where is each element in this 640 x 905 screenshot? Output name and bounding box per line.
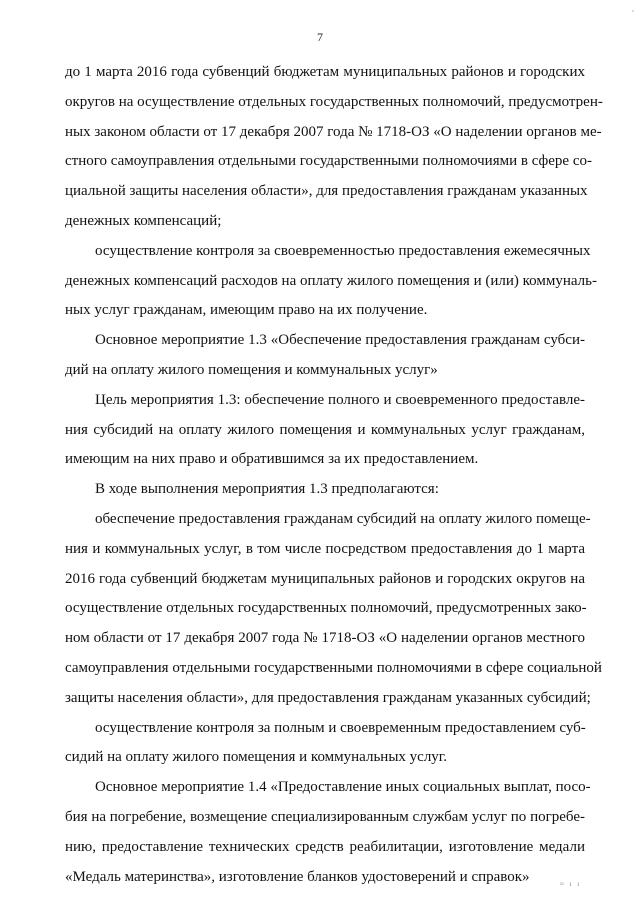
text-line: ния субсидий на оплату жилого помещения и коммунальных услуг гражданам, bbox=[65, 421, 585, 438]
text-line: округов на осуществление отдельных государственных полномочий, предусмотрен- bbox=[65, 93, 603, 110]
text-line: ных законом области от 17 декабря 2007 года № 1718-ОЗ «О наделении органов ме- bbox=[65, 123, 602, 140]
text-line: Основное мероприятие 1.4 «Предоставление иных социальных выплат, посо- bbox=[95, 779, 591, 796]
text-line: В ходе выполнения мероприятия 1.3 предполагаются: bbox=[95, 481, 439, 498]
document-body bbox=[65, 58, 603, 892]
scan-mark: , bbox=[632, 4, 634, 13]
text-line: до 1 марта 2016 года субвенций бюджетам муниципальных районов и городских bbox=[65, 64, 585, 80]
text-line: сидий на оплату жилого помещения и коммунальных услуг. bbox=[65, 749, 448, 766]
text-line: циальной защиты населения области», для предоставления гражданам указанных bbox=[65, 183, 588, 200]
text-line: стного самоуправления отдельными государственными полномочиями в сфере со- bbox=[65, 153, 592, 170]
text-line: ных услуг гражданам, имеющим право на их получение. bbox=[65, 302, 428, 319]
text-line: нию, предоставление технических средств реабилитации, изготовление медали bbox=[65, 838, 585, 855]
text-line: ния и коммунальных услуг, в том числе посредством предоставления до 1 марта bbox=[65, 540, 585, 557]
text-line: «Медаль материнства», изготовление бланков удостоверений и справок» bbox=[65, 868, 530, 885]
text-line: осуществление отдельных государственных полномочий, предусмотренных зако- bbox=[65, 600, 587, 617]
text-line: 2016 года субвенций бюджетам муниципальных районов и городских округов на bbox=[65, 570, 585, 587]
text-line: дий на оплату жилого помещения и коммунальных услуг» bbox=[65, 361, 438, 378]
text-line: ном области от 17 декабря 2007 года № 1718-ОЗ «О наделении органов местного bbox=[65, 630, 585, 647]
text-line: осуществление контроля за полным и своевременным предоставлением суб- bbox=[95, 719, 586, 736]
text-line: защиты населения области», для предоставления гражданам указанных субсидий; bbox=[65, 689, 591, 706]
text-line: самоуправления отдельными государственными полномочиями в сфере социальной bbox=[65, 659, 602, 676]
text-line: осуществление контроля за своевременностью предоставления ежемесячных bbox=[95, 242, 591, 259]
scan-artifact: ≈ ı ı bbox=[560, 880, 582, 888]
text-line: имеющим на них право и обратившимся за их предоставлением. bbox=[65, 451, 479, 468]
text-line: денежных компенсаций; bbox=[65, 212, 222, 229]
page-number: 7 bbox=[317, 30, 323, 44]
text-line: бия на погребение, возмещение специализированным службам услуг по погребе- bbox=[65, 808, 585, 825]
text-line: денежных компенсаций расходов на оплату жилого помещения и (или) коммуналь- bbox=[65, 272, 598, 289]
text-line: обеспечение предоставления гражданам субсидий на оплату жилого помеще- bbox=[95, 510, 591, 527]
text-line: Основное мероприятие 1.3 «Обеспечение предоставления гражданам субси- bbox=[95, 332, 585, 349]
text-line: Цель мероприятия 1.3: обеспечение полного и своевременного предоставле- bbox=[95, 391, 585, 408]
